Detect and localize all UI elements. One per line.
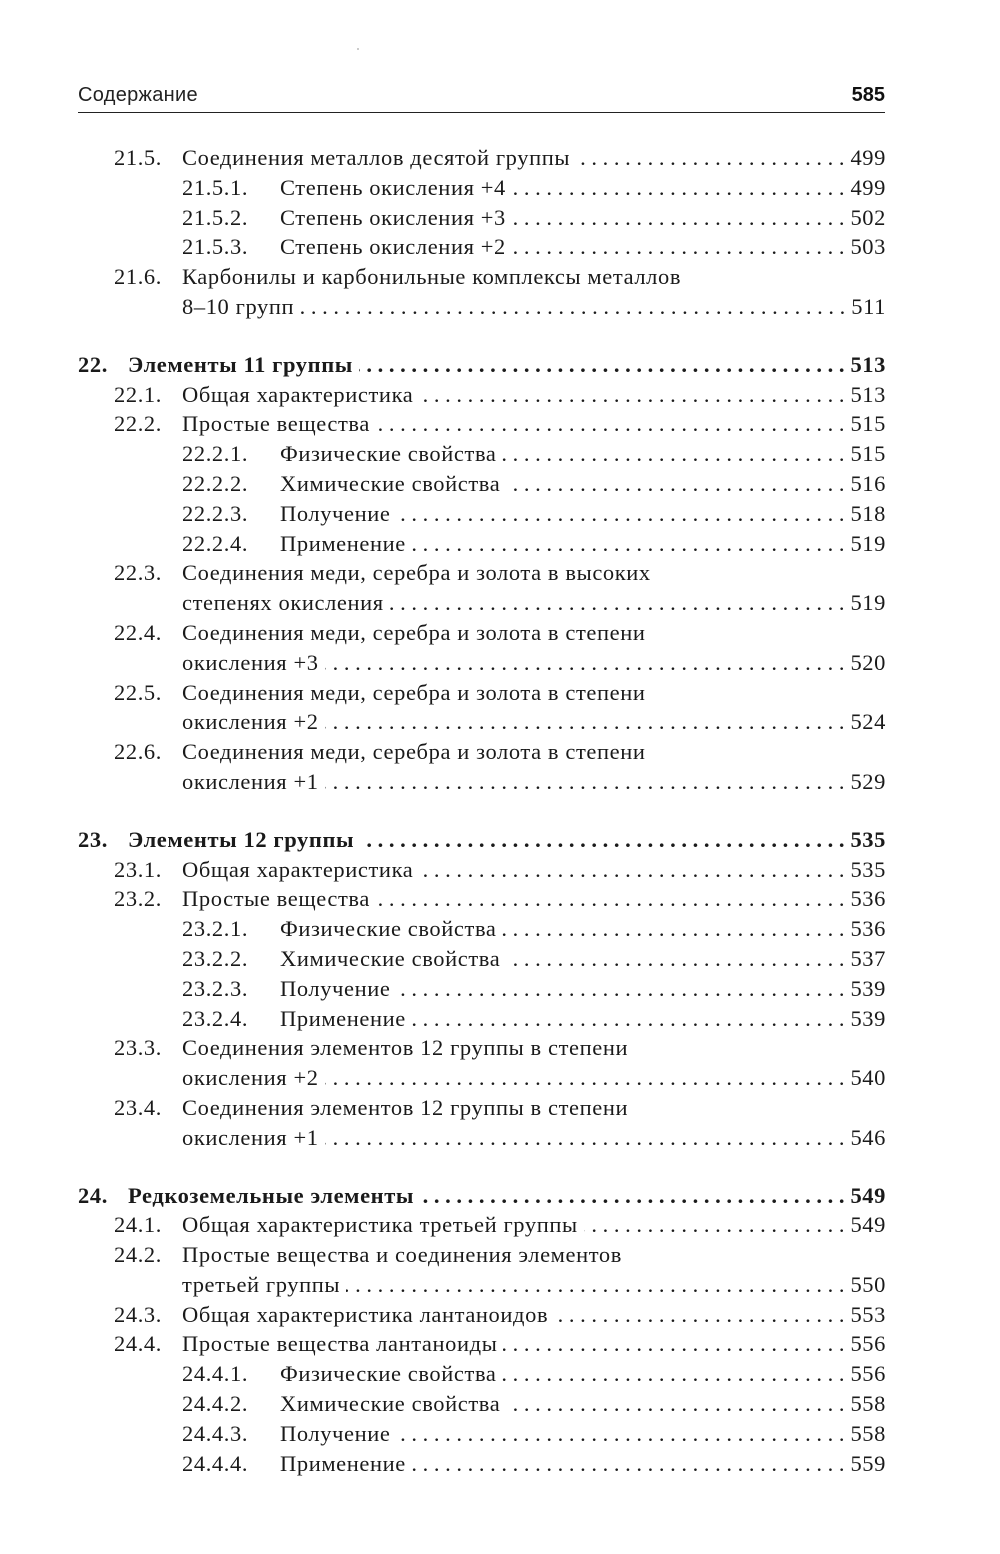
toc-entry-page: 558 [850, 1420, 886, 1446]
toc-entry-number: 21.5.2. [182, 204, 249, 230]
toc-entry-title: Редкоземельные элементы [128, 1182, 415, 1208]
toc-entry-page: 520 [850, 649, 886, 675]
toc-entry [78, 380, 886, 410]
toc-entry-page: 536 [850, 916, 886, 942]
toc-entry-title: Общая характеристика [182, 381, 414, 407]
toc-entry-title: Общая характеристика [182, 856, 414, 882]
toc-entry-title: Простые вещества лантаноиды [182, 1331, 498, 1357]
toc-entry-page: 519 [850, 590, 886, 616]
toc-entry-title: Соединения меди, серебра и золота в степени [182, 679, 646, 705]
toc-entry-number: 23. [78, 826, 108, 852]
leader-dots [346, 1270, 844, 1300]
toc-entry [78, 499, 886, 529]
toc-entry-page: 499 [850, 174, 886, 200]
toc-entry-title: Соединения меди, серебра и золота в степени [182, 739, 646, 765]
toc-entry [78, 558, 886, 588]
table-of-contents [78, 143, 886, 1478]
toc-entry-number: 22.2.3. [182, 500, 249, 526]
toc-entry-title: Получение [280, 1420, 391, 1446]
toc-entry [78, 737, 886, 767]
toc-entry [78, 409, 886, 439]
toc-entry-page: 519 [850, 530, 886, 556]
toc-entry-number: 22.2. [114, 411, 162, 437]
toc-entry [78, 588, 886, 618]
toc-entry [78, 203, 886, 233]
leader-dots [512, 232, 845, 262]
toc-entry [78, 1389, 886, 1419]
toc-entry [78, 529, 886, 559]
toc-entry-title: окисления +1 [182, 768, 319, 794]
toc-entry-number: 24.4.1. [182, 1361, 249, 1387]
toc-entry [78, 1123, 886, 1153]
toc-entry [78, 1270, 886, 1300]
toc-entry-page: 536 [850, 886, 886, 912]
toc-entry [78, 825, 886, 855]
toc-entry [78, 618, 886, 648]
toc-entry-number: 22.2.1. [182, 441, 249, 467]
toc-entry [78, 678, 886, 708]
toc-entry-number: 22.3. [114, 560, 162, 586]
toc-entry-number: 23.4. [114, 1094, 162, 1120]
toc-entry-title: Соединения меди, серебра и золота в степени [182, 619, 646, 645]
toc-entry-page: 535 [850, 856, 886, 882]
toc-entry-title: Простые вещества [182, 411, 370, 437]
toc-entry-number: 23.2.1. [182, 916, 249, 942]
toc-entry [78, 1210, 886, 1240]
toc-entry-number: 24.4. [114, 1331, 162, 1357]
leader-dots [512, 173, 845, 203]
toc-entry [78, 232, 886, 262]
toc-entry-page: 539 [850, 975, 886, 1001]
leader-dots [420, 1181, 844, 1211]
leader-dots [390, 588, 845, 618]
toc-entry-title: Простые вещества [182, 886, 370, 912]
toc-entry-title: Получение [280, 975, 391, 1001]
header-page-number: 585 [851, 84, 885, 106]
toc-entry-title: Элементы 11 группы [128, 351, 353, 377]
toc-entry-page: 515 [850, 411, 886, 437]
toc-entry [78, 1063, 886, 1093]
toc-entry-title: Карбонилы и карбонильные комплексы металлов [182, 264, 682, 290]
toc-entry [78, 914, 886, 944]
toc-entry-number: 23.2.3. [182, 975, 249, 1001]
toc-entry-page: 553 [850, 1301, 886, 1327]
toc-entry-number: 24.1. [114, 1212, 162, 1238]
toc-entry-title: Элементы 12 группы [128, 826, 355, 852]
leader-dots [503, 1329, 844, 1359]
toc-entry-number: 24.4.4. [182, 1450, 249, 1476]
leader-dots [412, 1449, 845, 1479]
toc-entry [78, 143, 886, 173]
leader-dots [584, 1210, 845, 1240]
leader-dots [502, 914, 844, 944]
scan-speck [357, 48, 359, 50]
toc-entry-title: окисления +2 [182, 709, 319, 735]
toc-entry [78, 855, 886, 885]
toc-entry-title: Применение [280, 1450, 406, 1476]
toc-entry-page: 513 [850, 381, 886, 407]
toc-entry [78, 1449, 886, 1479]
toc-entry-title: Простые вещества и соединения элементов [182, 1242, 622, 1268]
leader-dots [576, 143, 844, 173]
toc-entry-page: 550 [850, 1271, 886, 1297]
toc-entry [78, 974, 886, 1004]
toc-entry [78, 173, 886, 203]
toc-entry-number: 23.2.2. [182, 945, 249, 971]
toc-entry [78, 1004, 886, 1034]
leader-dots [325, 707, 845, 737]
toc-entry-page: 515 [850, 441, 886, 467]
toc-entry [78, 1359, 886, 1389]
toc-entry-page: 556 [850, 1361, 886, 1387]
leader-dots [376, 884, 844, 914]
toc-entry-title: Степень окисления +4 [280, 174, 506, 200]
toc-entry-title: Соединения элементов 12 группы в степени [182, 1094, 629, 1120]
toc-entry-title: Общая характеристика третьей группы [182, 1212, 578, 1238]
toc-entry-number: 24.3. [114, 1301, 162, 1327]
leader-dots [325, 1063, 845, 1093]
toc-entry-page: 511 [851, 293, 886, 319]
leader-dots [325, 1123, 845, 1153]
toc-entry-number: 22.2.2. [182, 470, 249, 496]
toc-entry-title: Химические свойства [280, 945, 501, 971]
toc-entry-title: окисления +2 [182, 1065, 319, 1091]
toc-entry-title: Общая характеристика лантаноидов [182, 1301, 549, 1327]
toc-entry-number: 21.6. [114, 264, 162, 290]
toc-entry-title: Степень окисления +2 [280, 234, 506, 260]
leader-dots [419, 855, 844, 885]
leader-dots [506, 469, 844, 499]
toc-entry-title: Получение [280, 500, 391, 526]
toc-entry [78, 1240, 886, 1270]
toc-entry-page: 502 [850, 204, 886, 230]
toc-entry-page: 518 [850, 500, 886, 526]
leader-dots [512, 203, 845, 233]
toc-entry-title: Физические свойства [280, 441, 497, 467]
toc-entry [78, 350, 886, 380]
toc-entry-number: 22. [78, 351, 108, 377]
toc-entry [78, 884, 886, 914]
leader-dots [396, 1419, 844, 1449]
toc-entry-number: 21.5.3. [182, 234, 249, 260]
toc-entry-number: 22.6. [114, 739, 162, 765]
toc-entry [78, 1300, 886, 1330]
leader-dots [360, 825, 844, 855]
toc-entry [78, 292, 886, 322]
toc-entry-page: 540 [850, 1065, 886, 1091]
leader-dots [502, 1359, 844, 1389]
toc-entry-page: 499 [850, 145, 886, 170]
toc-entry-number: 24. [78, 1182, 108, 1208]
toc-entry [78, 1419, 886, 1449]
toc-entry-title: окисления +1 [182, 1124, 319, 1150]
toc-entry [78, 767, 886, 797]
toc-entry-page: 516 [850, 470, 886, 496]
toc-entry-title: Соединения элементов 12 группы в степени [182, 1035, 629, 1061]
toc-entry-page: 513 [850, 351, 886, 377]
toc-entry-title: Соединения меди, серебра и золота в высоких [182, 560, 651, 586]
leader-dots [554, 1300, 844, 1330]
leader-dots [502, 439, 844, 469]
leader-dots [300, 292, 845, 322]
toc-entry-page: 556 [850, 1331, 886, 1357]
toc-entry-page: 503 [850, 234, 886, 260]
leader-dots [325, 648, 845, 678]
toc-entry-number: 21.5. [114, 145, 162, 170]
toc-entry-number: 24.4.3. [182, 1420, 249, 1446]
toc-entry-page: 558 [850, 1391, 886, 1417]
toc-entry-page: 524 [850, 709, 886, 735]
toc-entry [78, 707, 886, 737]
leader-dots [396, 974, 844, 1004]
toc-entry-title: Соединения металлов десятой группы [182, 145, 571, 170]
toc-entry-title: Химические свойства [280, 1391, 501, 1417]
toc-entry [78, 1181, 886, 1211]
toc-entry [78, 1093, 886, 1123]
running-header [78, 84, 885, 113]
toc-entry-number: 23.1. [114, 856, 162, 882]
toc-entry [78, 1033, 886, 1063]
toc-entry [78, 469, 886, 499]
toc-entry-page: 549 [850, 1212, 886, 1238]
toc-entry-number: 22.4. [114, 619, 162, 645]
leader-dots [396, 499, 844, 529]
toc-entry-page: 546 [850, 1124, 886, 1150]
toc-entry-title: Степень окисления +3 [280, 204, 506, 230]
toc-entry-number: 23.2.4. [182, 1005, 249, 1031]
leader-dots [506, 944, 844, 974]
toc-entry-number: 21.5.1. [182, 174, 249, 200]
toc-entry-number: 22.1. [114, 381, 162, 407]
leader-dots [325, 767, 845, 797]
toc-entry-number: 22.5. [114, 679, 162, 705]
toc-entry-page: 539 [850, 1005, 886, 1031]
toc-entry-page: 535 [850, 826, 886, 852]
toc-entry-number: 24.2. [114, 1242, 162, 1268]
toc-entry-title: Физические свойства [280, 916, 497, 942]
toc-entry-page: 549 [850, 1182, 886, 1208]
toc-entry-page: 537 [850, 945, 886, 971]
toc-entry [78, 648, 886, 678]
leader-dots [419, 380, 844, 410]
toc-entry-title: степенях окисления [182, 590, 384, 616]
toc-entry-title: Физические свойства [280, 1361, 497, 1387]
toc-entry-title: 8–10 групп [182, 293, 295, 319]
toc-entry-title: Применение [280, 530, 406, 556]
toc-entry [78, 262, 886, 292]
toc-entry-number: 24.4.2. [182, 1391, 249, 1417]
toc-entry-title: Применение [280, 1005, 406, 1031]
toc-entry-number: 22.2.4. [182, 530, 249, 556]
leader-dots [412, 529, 845, 559]
toc-entry [78, 439, 886, 469]
toc-entry-page: 529 [850, 768, 886, 794]
leader-dots [359, 350, 844, 380]
toc-entry-number: 23.3. [114, 1035, 162, 1061]
toc-entry [78, 944, 886, 974]
toc-entry-page: 559 [850, 1450, 886, 1476]
toc-entry [78, 1329, 886, 1359]
toc-entry-number: 23.2. [114, 886, 162, 912]
leader-dots [376, 409, 844, 439]
toc-entry-title: окисления +3 [182, 649, 319, 675]
leader-dots [412, 1004, 845, 1034]
leader-dots [506, 1389, 844, 1419]
header-title: Содержание [78, 84, 198, 106]
toc-entry-title: третьей группы [182, 1271, 341, 1297]
toc-entry-title: Химические свойства [280, 470, 501, 496]
